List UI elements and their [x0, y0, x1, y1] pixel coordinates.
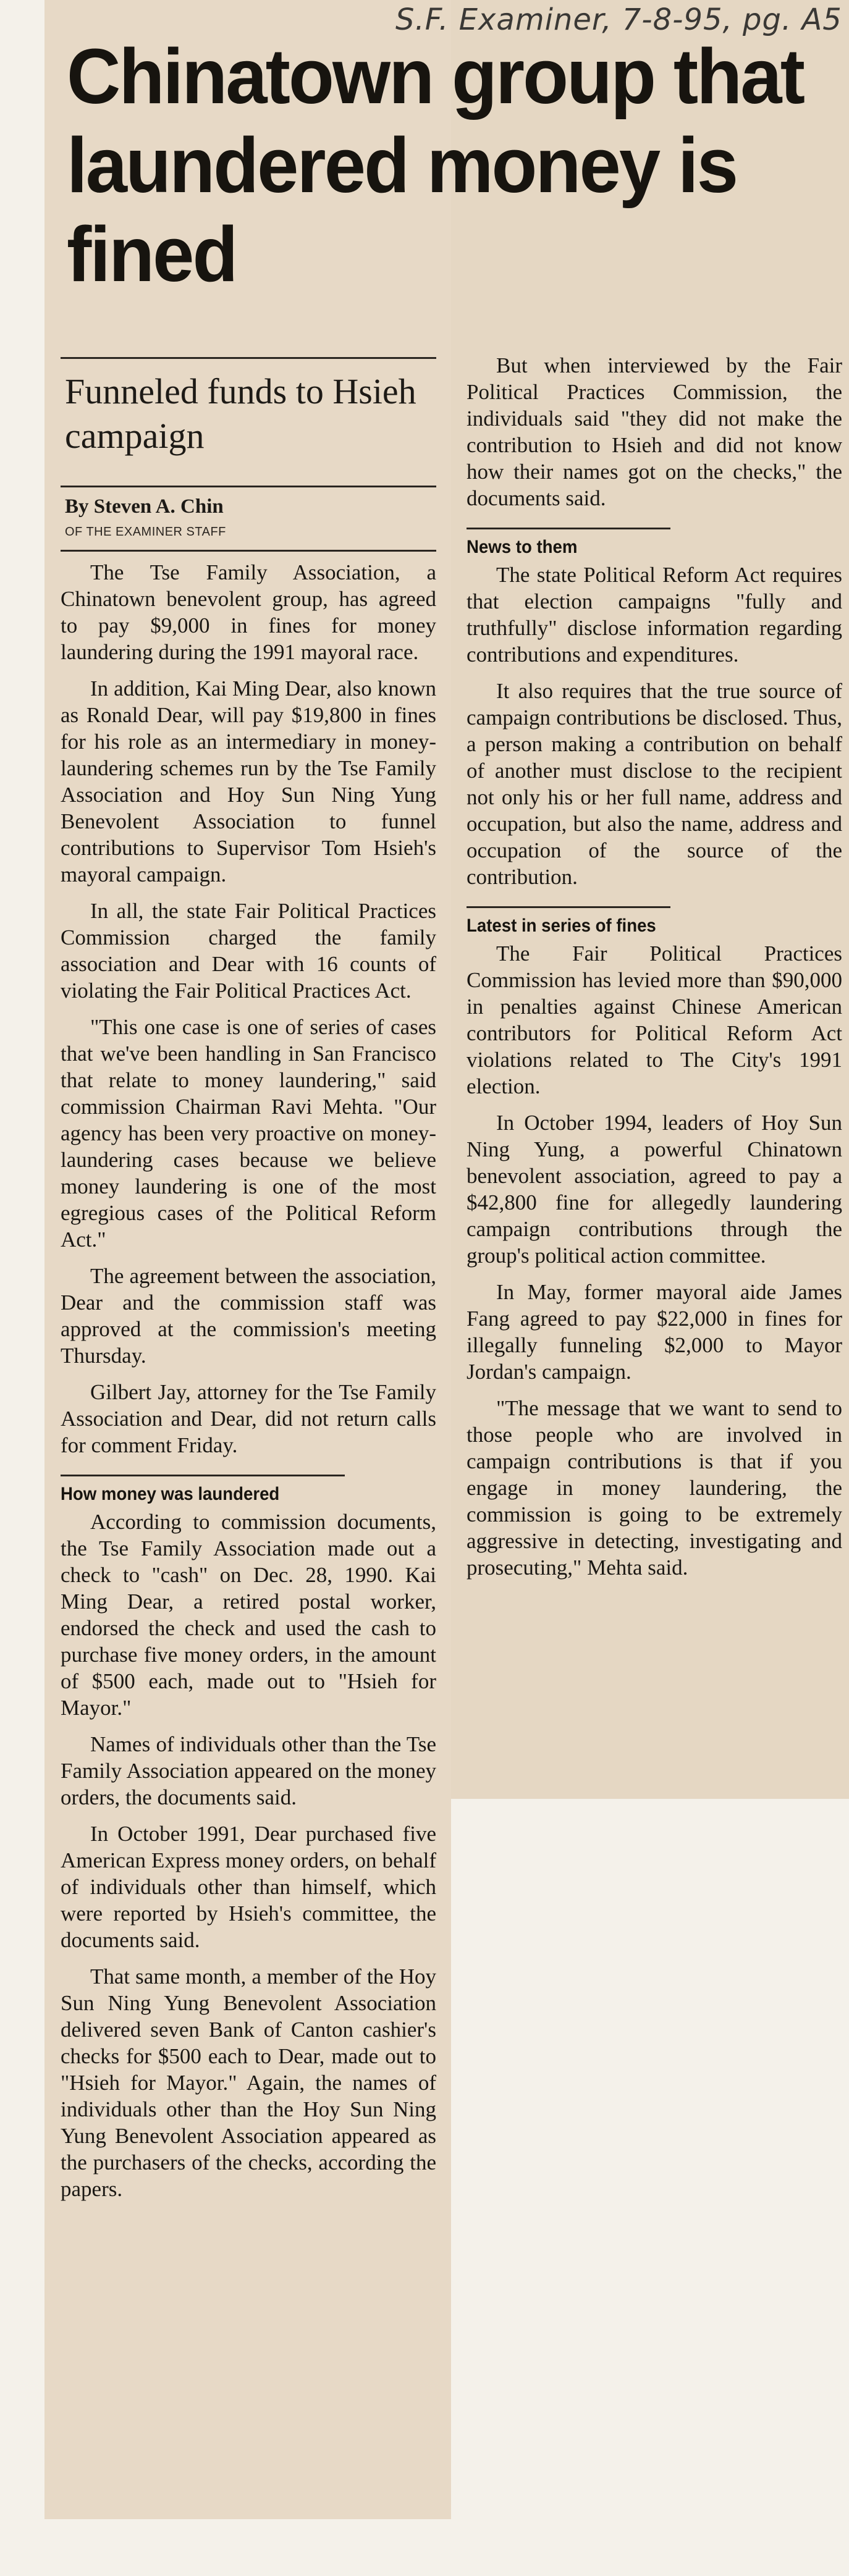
- paragraph: Gilbert Jay, attorney for the Tse Family Association and Dear, did not return calls for comment Friday.: [61, 1380, 436, 1457]
- paragraph: The Fair Political Practices Commission has levied more than $90,000 in penalties against Chinese American contributors for Political Reform Act violations related to The City's 1991 election.: [467, 941, 842, 1098]
- article-column-1: [61, 559, 436, 2212]
- section-subhead-how-money-was-laundered: [61, 1475, 436, 1506]
- subhead-rule: [467, 906, 670, 908]
- paragraph: In addition, Kai Ming Dear, also known as Ronald Dear, will pay $19,800 in fines for his role as an intermediary in money-laundering schemes run by the Tse Family Association and Hoy Sun Ning Yung Benevolent Association to funnel contributions to Supervisor Tom Hsieh's mayoral campaign.: [61, 676, 436, 886]
- deck-top-rule: [61, 357, 436, 359]
- staff-credit: OF THE EXAMINER STAFF: [65, 525, 226, 539]
- paragraph: In all, the state Fair Political Practices Commission charged the family association and Dear with 16 counts of violating the Fair Political Practices Act.: [61, 899, 436, 1003]
- paragraph: In October 1994, leaders of Hoy Sun Ning Yung, a powerful Chinatown benevolent association, agreed to pay a $42,800 fine for allegedly laundering campaign contributions through the group's political action committee.: [467, 1111, 842, 1268]
- paragraph: "This one case is one of series of cases that we've been handling in San Francisco that relate to money laundering," said commission Chairman Ravi Mehta. "Our agency has been very proactive on money-laundering cases because we believe money laundering is one of the most egregious cases of the Political Reform Act.": [61, 1015, 436, 1252]
- paragraph: Names of individuals other than the Tse Family Association appeared on the money orders, the documents said.: [61, 1732, 436, 1809]
- section-subhead-latest-in-series-of-fines: [467, 906, 842, 938]
- subhead-text: News to them: [467, 537, 578, 557]
- deck-subheadline: Funneled funds to Hsieh campaign: [65, 371, 416, 456]
- section-subhead-news-to-them: [467, 528, 842, 559]
- deck-bottom-rule: [61, 486, 436, 487]
- headline: Chinatown group that laundered money is fined: [67, 33, 804, 298]
- byline: By Steven A. Chin: [65, 495, 224, 518]
- paragraph: The state Political Reform Act requires that election campaigns "fully and truthfully" disclose information regarding contributions and expenditures.: [467, 563, 842, 667]
- byline-rule: [61, 550, 436, 552]
- handwritten-source-note: S.F. Examiner, 7-8-95, pg. A5: [395, 2, 842, 37]
- paragraph: But when interviewed by the Fair Political Practices Commission, the individuals said "they did not make the contribution to Hsieh and did not know how their names got on the checks," the documents said.: [467, 353, 842, 510]
- paragraph: According to commission documents, the Tse Family Association made out a check to "cash" on Dec. 28, 1990. Kai Ming Dear, a retired postal worker, endorsed the check and used the cash to purchase five money orders, in the amount of $500 each, made out to "Hsieh for Mayor.": [61, 1510, 436, 1720]
- paragraph: That same month, a member of the Hoy Sun Ning Yung Benevolent Association delivered seven Bank of Canton cashier's checks for $500 each to Dear, made out to "Hsieh for Mayor." Again, the names of individuals other than the Hoy Sun Ning Yung Benevolent Association appeared as the purchasers of the checks, according the papers.: [61, 1964, 436, 2201]
- subhead-text: How money was laundered: [61, 1484, 280, 1504]
- article-column-2: [467, 352, 842, 1591]
- subhead-text: Latest in series of fines: [467, 915, 656, 936]
- paragraph: In October 1991, Dear purchased five American Express money orders, on behalf of individuals other than himself, which were reported by Hsieh's committee, the documents said.: [61, 1822, 436, 1952]
- paragraph: "The message that we want to send to those people who are involved in campaign contributions is that if you engage in money laundering, the commission is going to be extremely aggressive in detecting, investigating and prosecuting," Mehta said.: [467, 1396, 842, 1580]
- subhead-rule: [467, 528, 670, 529]
- paragraph: In May, former mayoral aide James Fang agreed to pay $22,000 in fines for illegally funneling $2,000 to Mayor Jordan's campaign.: [467, 1280, 842, 1384]
- paragraph: The Tse Family Association, a Chinatown benevolent group, has agreed to pay $9,000 in fines for money laundering during the 1991 mayoral race.: [61, 560, 436, 664]
- subhead-rule: [61, 1475, 345, 1476]
- paragraph: The agreement between the association, Dear and the commission staff was approved at the commission's meeting Thursday.: [61, 1264, 436, 1368]
- paragraph: It also requires that the true source of campaign contributions be disclosed. Thus, a person making a contribution on behalf of another must disclose to the recipient not only his or her full name, address and occupation, but also the name, address and occupation of the source of the contribution.: [467, 679, 842, 889]
